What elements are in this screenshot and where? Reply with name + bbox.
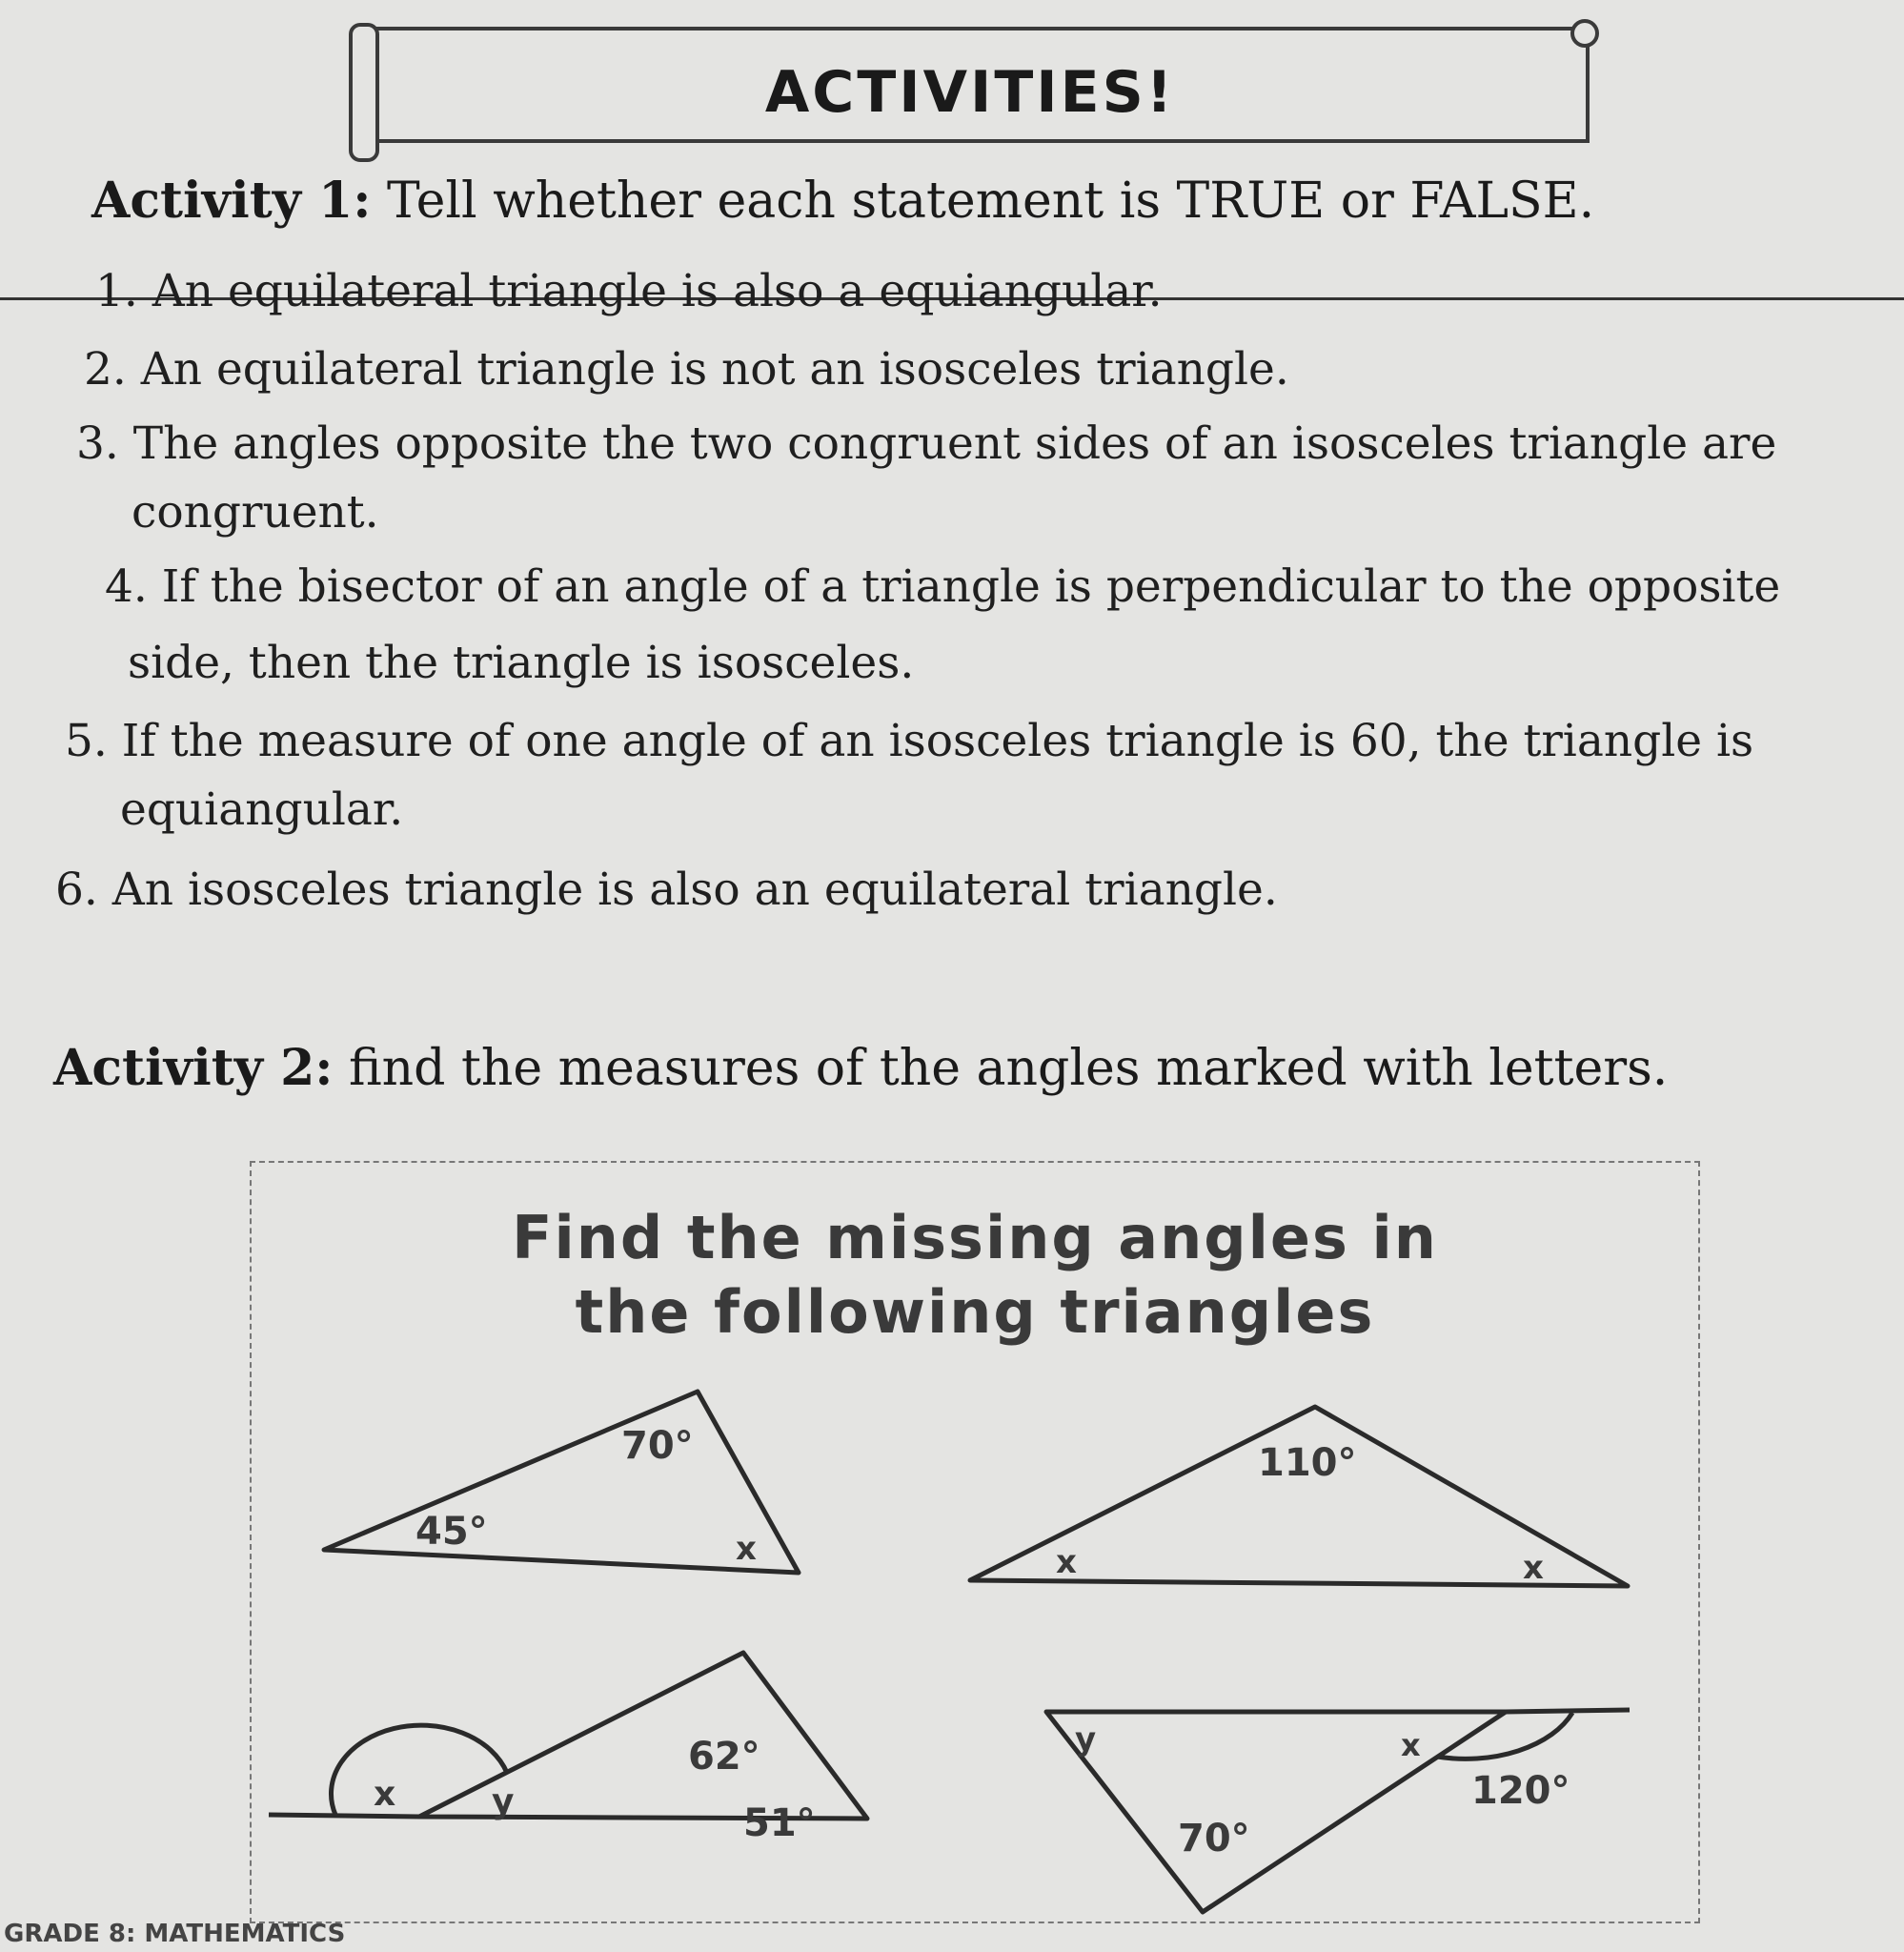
statement-3-continued: congruent. xyxy=(132,486,379,539)
triangle-4-bottom-angle-label: 70° xyxy=(1178,1817,1250,1860)
triangle-4-extension xyxy=(1506,1710,1630,1712)
statement-3: 3. The angles opposite the two congruent sides of an isosceles triangle are xyxy=(76,417,1777,470)
triangle-3-exterior-angle-label: x xyxy=(374,1775,396,1814)
triangle-3-exterior-arc xyxy=(331,1725,507,1815)
triangle-2-left-angle-label: x xyxy=(1056,1543,1077,1581)
activity1-label: Activity 1: xyxy=(91,172,372,230)
triangle-3-extension xyxy=(269,1815,419,1817)
activity2-instruction: find the measures of the angles marked with letters. xyxy=(349,1040,1669,1097)
triangle-4-exterior-arc xyxy=(1437,1713,1572,1759)
statement-5: 5. If the measure of one angle of an isosceles triangle is 60, the triangle is xyxy=(65,715,1754,767)
triangle-4-exterior-angle-label: 120° xyxy=(1471,1769,1570,1813)
activity1-instruction: Tell whether each statement is TRUE or FALSE. xyxy=(387,173,1595,230)
worksheet-title-line1: Find the missing angles in xyxy=(512,1203,1438,1272)
triangle-4-left-angle-label: y xyxy=(1075,1720,1097,1759)
triangle-4 xyxy=(1046,1712,1506,1912)
triangle-3-interior-angle-label: y xyxy=(492,1782,515,1821)
triangle-3-right-angle-label: 51° xyxy=(743,1801,816,1845)
statement-4: 4. If the bisector of an angle of a triangle is perpendicular to the opposite xyxy=(105,560,1781,613)
statement-5-continued: equiangular. xyxy=(120,783,404,836)
triangle-3 xyxy=(419,1653,867,1819)
statement-1: 1. An equilateral triangle is also a equiangular. xyxy=(95,265,1163,317)
triangle-2-top-angle-label: 110° xyxy=(1258,1441,1357,1485)
footer-grade-label: GRADE 8: MATHEMATICS xyxy=(4,1920,346,1948)
triangle-1 xyxy=(324,1392,799,1573)
statement-2: 2. An equilateral triangle is not an isosceles triangle. xyxy=(84,343,1289,396)
triangle-1-right-angle-label: x xyxy=(736,1530,757,1568)
triangle-1-top-angle-label: 70° xyxy=(621,1424,694,1468)
triangle-2-right-angle-label: x xyxy=(1523,1549,1544,1587)
statement-4-continued: side, then the triangle is isosceles. xyxy=(128,637,915,689)
triangle-4-right-angle-label: x xyxy=(1401,1727,1421,1763)
banner-title: ACTIVITIES! xyxy=(764,59,1176,126)
worksheet-title-line2: the following triangles xyxy=(575,1277,1375,1347)
statement-6: 6. An isosceles triangle is also an equilateral triangle. xyxy=(55,864,1278,916)
triangle-3-top-angle-label: 62° xyxy=(688,1735,760,1779)
triangle-1-left-angle-label: 45° xyxy=(415,1510,488,1554)
activity2-label: Activity 2: xyxy=(53,1039,334,1097)
